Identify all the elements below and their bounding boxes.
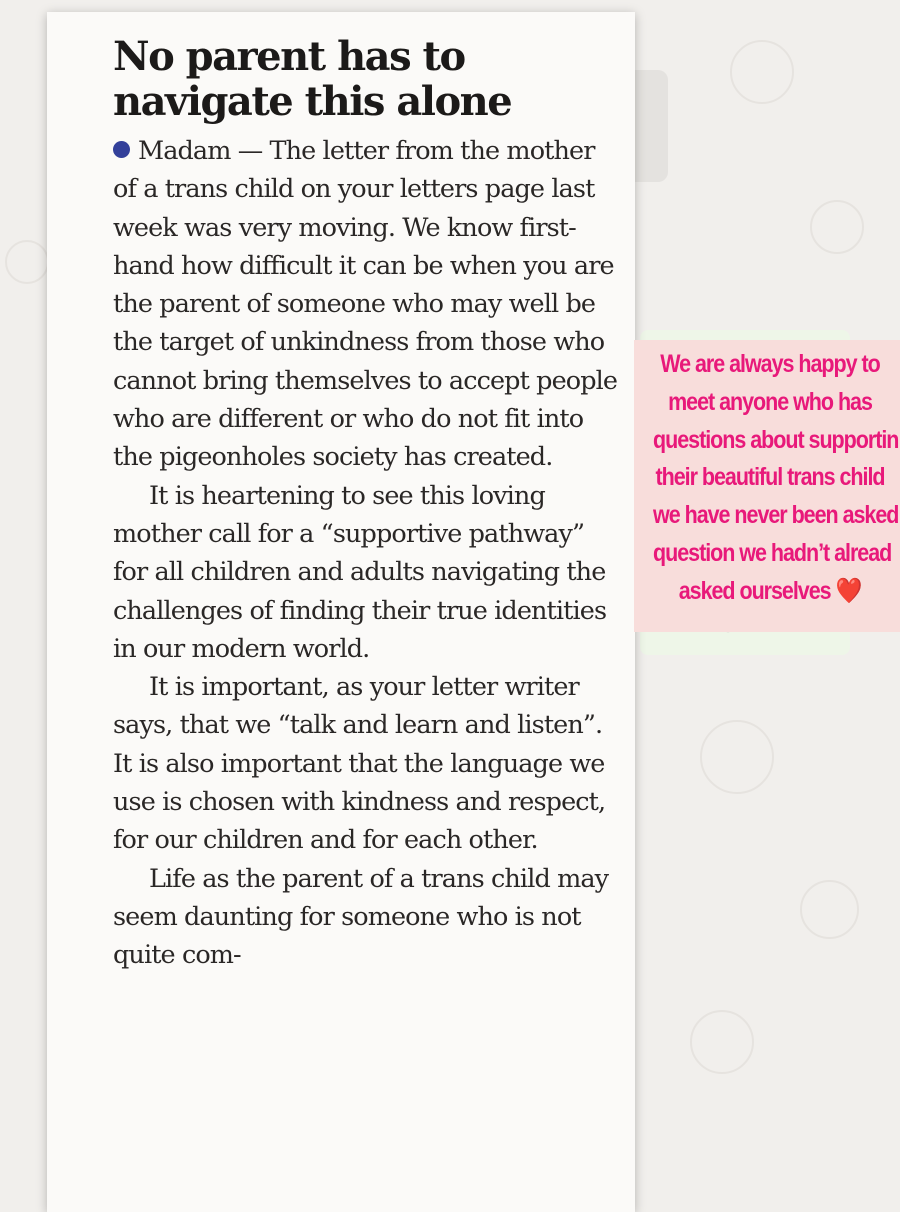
overlay-line: asked ourselves xyxy=(678,576,831,605)
article-paragraph: It is important, as your letter writer says, that we “talk and learn and listen”. It is also important that the language we use is chosen with kindness and respect, for our children and for each other. xyxy=(113,672,606,856)
overlay-line: meet anyone who has xyxy=(668,387,872,416)
heart-icon: ❤️ xyxy=(835,576,862,605)
wallpaper-doodle xyxy=(700,720,774,794)
story-text-overlay xyxy=(634,340,900,632)
wallpaper-doodle xyxy=(810,200,864,254)
newspaper-clipping xyxy=(47,12,635,1212)
paragraph-text: Madam — The letter from the mother of a trans child on your letters page last week was very moving. We know first-hand how difficult it can be when you are the parent of someone who may well be the target of unkindness from those who cannot bring themselves to accept people who are different or who do not fit into the pigeonholes society has created. xyxy=(113,136,618,473)
overlay-line: we have never been asked xyxy=(653,501,899,530)
bullet-icon xyxy=(113,141,130,158)
overlay-line: We are always happy to xyxy=(660,350,880,378)
overlay-line-final xyxy=(653,573,887,611)
article-paragraph xyxy=(113,132,618,477)
overlay-line: questions about supportin xyxy=(653,425,899,454)
article-body xyxy=(113,132,618,975)
article-headline: No parent has to navigate this alone xyxy=(113,33,512,125)
wallpaper-doodle xyxy=(690,1010,754,1074)
overlay-line: question we hadn’t alread xyxy=(653,538,892,567)
article-paragraph: It is heartening to see this loving mother call for a “supportive pathway” for all children and adults navigating the challenges of finding their true identities in our modern world. xyxy=(113,480,607,664)
overlay-caption xyxy=(653,346,899,611)
wallpaper-doodle xyxy=(730,40,794,104)
article-paragraph: Life as the parent of a trans child may seem daunting for someone who is not quite com- xyxy=(113,863,609,971)
wallpaper-doodle xyxy=(5,240,49,284)
wallpaper-doodle xyxy=(800,880,859,939)
overlay-line: their beautiful trans child xyxy=(655,463,885,492)
